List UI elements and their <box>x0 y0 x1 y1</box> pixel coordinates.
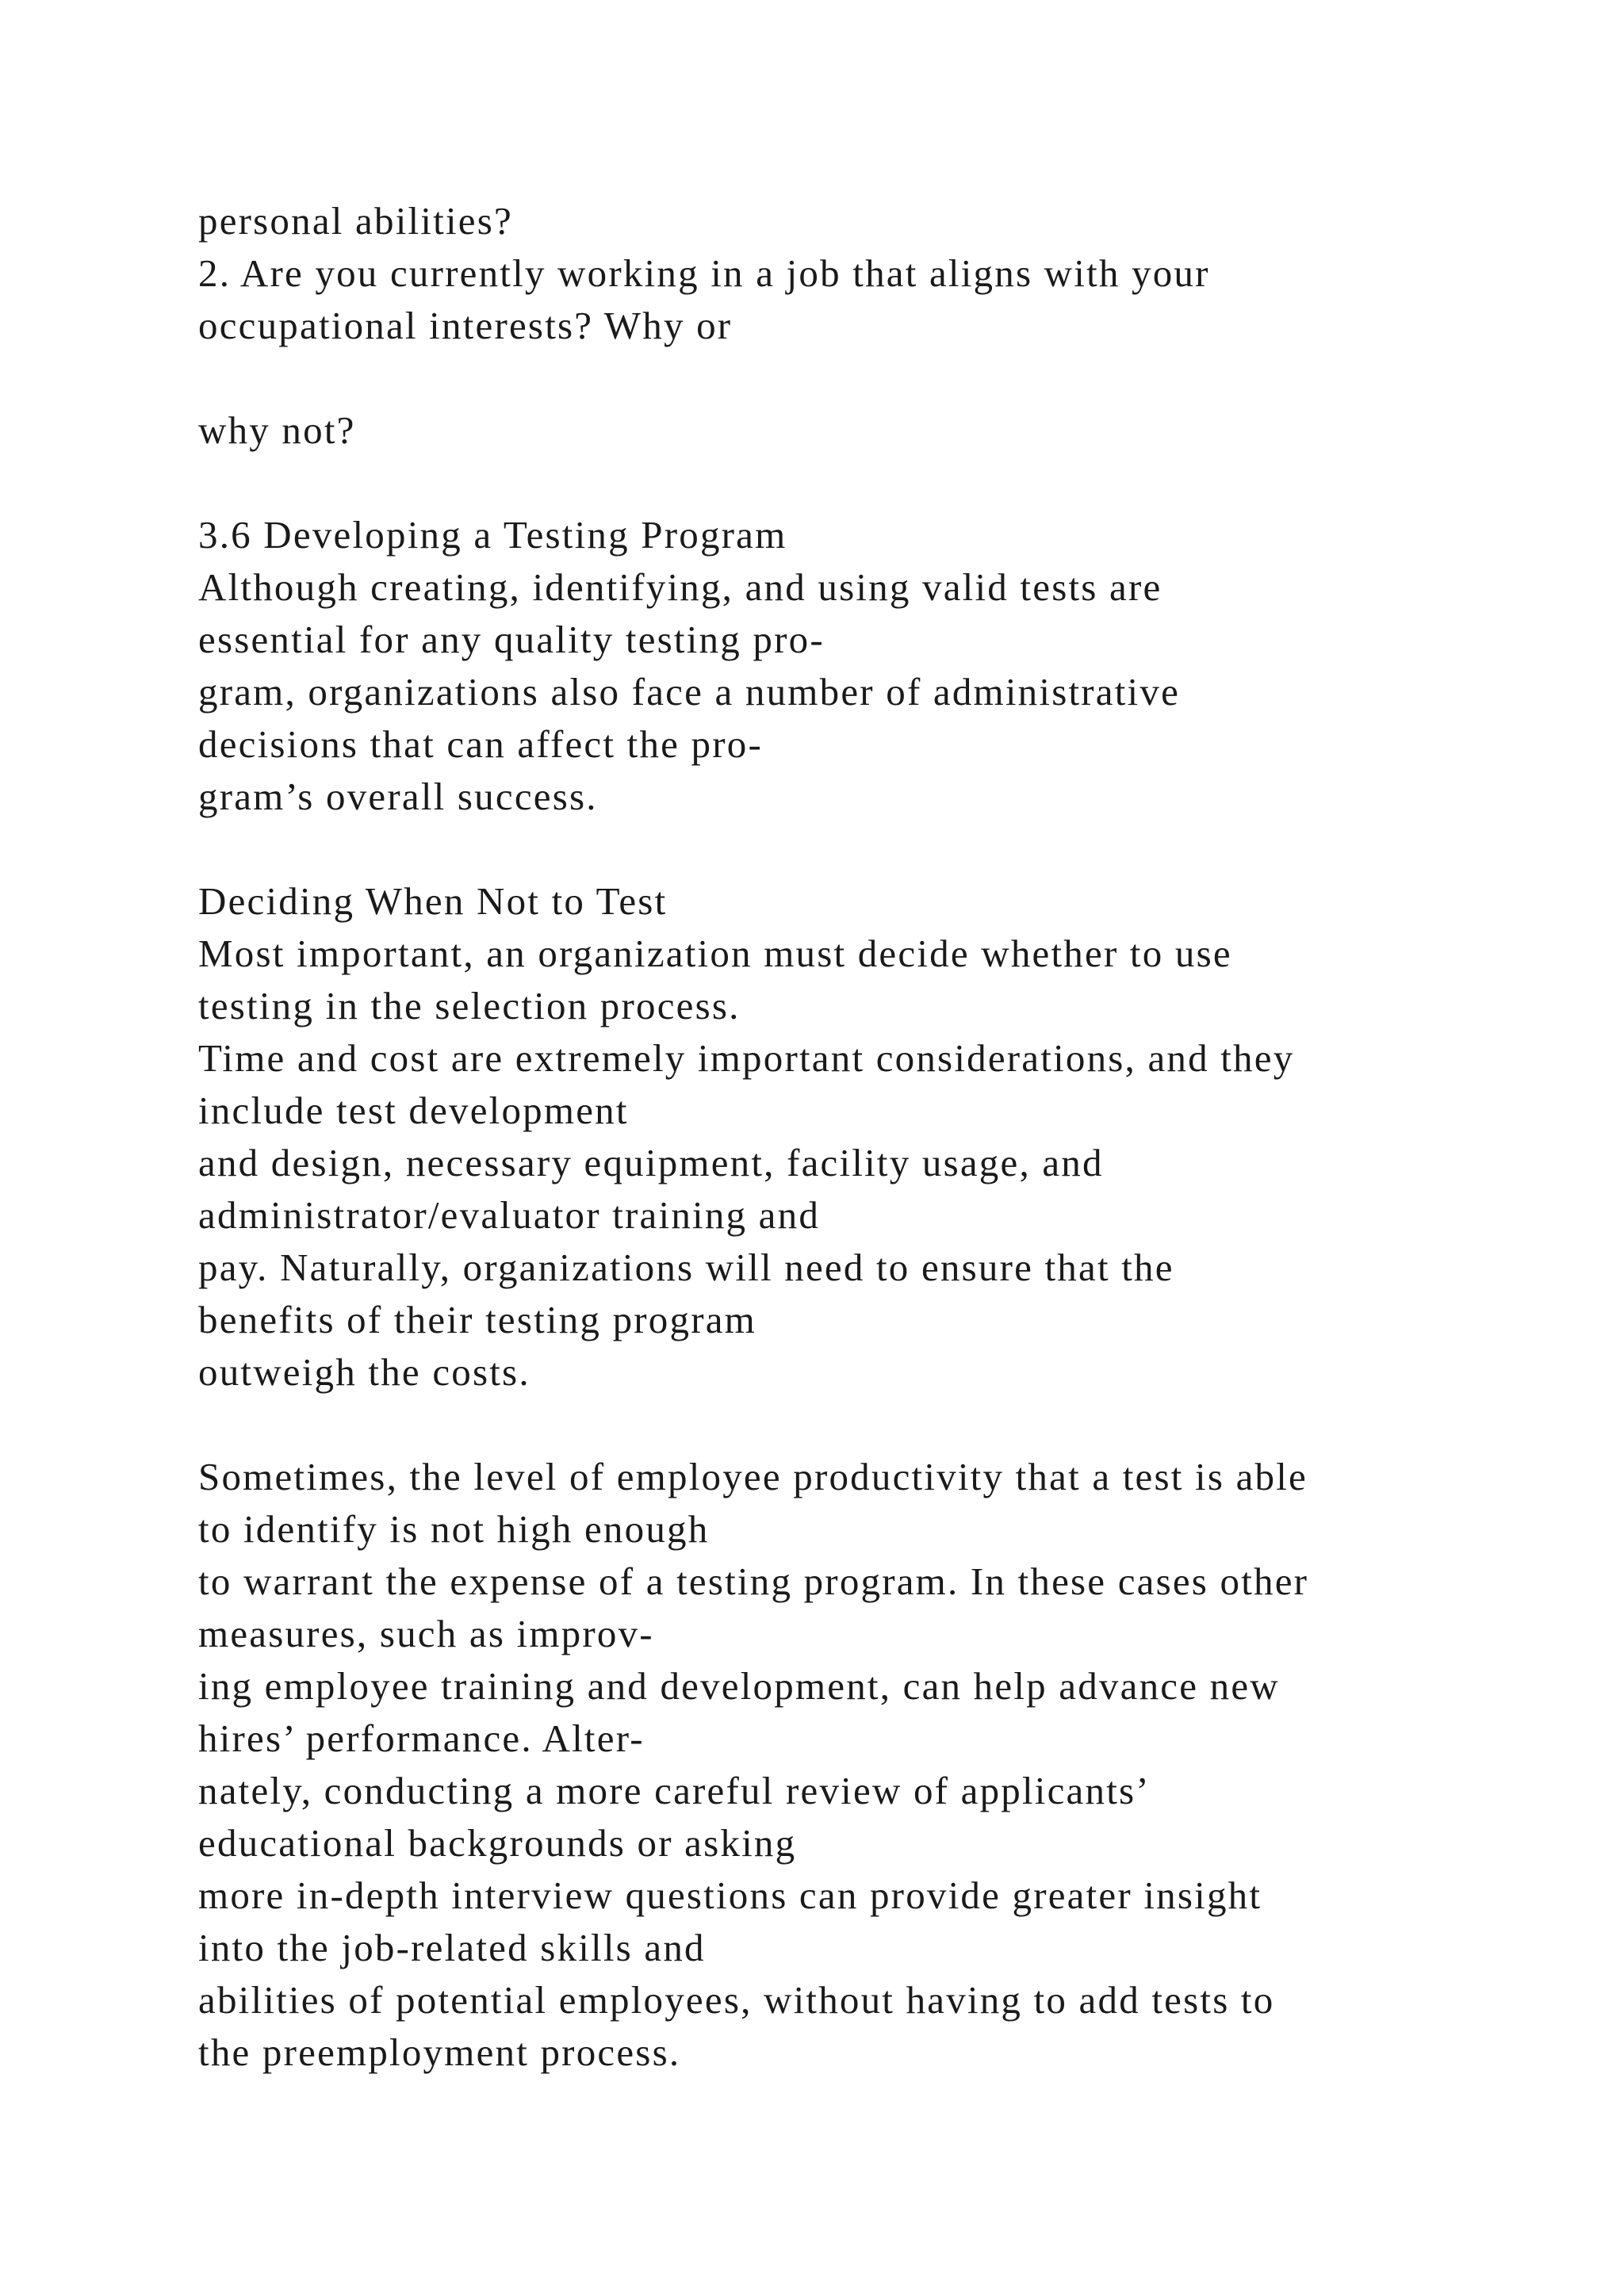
section-developing-testing-program <box>198 509 1546 823</box>
text-line: Although creating, identifying, and using valid tests are <box>198 565 1162 609</box>
text-line: essential for any quality testing pro- <box>198 618 825 661</box>
text-line: into the job-related skills and <box>198 1926 706 1969</box>
text-line: 2. Are you currently working in a job that aligns with your <box>198 251 1210 295</box>
text-line: to identify is not high enough <box>198 1507 710 1551</box>
text-line: and design, necessary equipment, facility usage, and <box>198 1141 1104 1184</box>
text-line: more in-depth interview questions can provide greater insight <box>198 1873 1262 1917</box>
text-line: include test development <box>198 1089 629 1132</box>
text-line: pay. Naturally, organizations will need to ensure that the <box>198 1246 1174 1289</box>
text-line: to warrant the expense of a testing program. In these cases other <box>198 1559 1309 1603</box>
paragraph-questions <box>198 195 1546 352</box>
subsection-heading: Deciding When Not to Test <box>198 879 668 923</box>
text-line: abilities of potential employees, without having to add tests to <box>198 1978 1275 2022</box>
text-line: decisions that can affect the pro- <box>198 722 763 766</box>
text-line: Most important, an organization must decide whether to use <box>198 932 1232 975</box>
text-line: hires’ performance. Alter- <box>198 1716 645 1760</box>
paragraph-spacer <box>198 1399 1546 1451</box>
text-line: outweigh the costs. <box>198 1350 530 1394</box>
text-line: gram, organizations also face a number of administrative <box>198 670 1181 714</box>
section-deciding-when-not-to-test <box>198 875 1546 1399</box>
text-line: why not? <box>198 408 356 452</box>
text-line: ing employee training and development, can help advance new <box>198 1664 1280 1708</box>
section-heading: 3.6 Developing a Testing Program <box>198 513 787 557</box>
text-line: the preemployment process. <box>198 2030 681 2074</box>
text-line: occupational interests? Why or <box>198 304 733 347</box>
paragraph-why-not <box>198 404 1546 457</box>
text-line: measures, such as improv- <box>198 1612 654 1655</box>
text-line: educational backgrounds or asking <box>198 1821 797 1865</box>
text-line: gram’s overall success. <box>198 775 598 818</box>
text-line: Sometimes, the level of employee productivity that a test is able <box>198 1455 1308 1498</box>
paragraph-spacer <box>198 823 1546 875</box>
text-line: benefits of their testing program <box>198 1298 756 1341</box>
text-line: personal abilities? <box>198 199 513 243</box>
paragraph-productivity <box>198 1451 1546 2079</box>
paragraph-spacer <box>198 457 1546 509</box>
paragraph-spacer <box>198 352 1546 404</box>
document-body <box>198 195 1546 2079</box>
text-line: Time and cost are extremely important considerations, and they <box>198 1036 1295 1080</box>
text-line: administrator/evaluator training and <box>198 1193 821 1237</box>
text-line: testing in the selection process. <box>198 984 741 1027</box>
text-line: nately, conducting a more careful review of applicants’ <box>198 1769 1151 1812</box>
